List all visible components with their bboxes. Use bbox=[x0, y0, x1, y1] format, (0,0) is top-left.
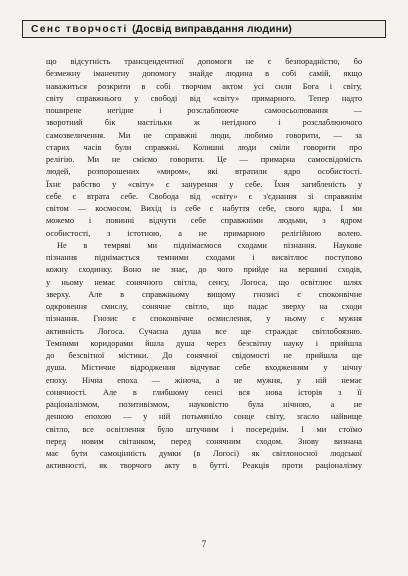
text-line: себе є втрата себе. Свобода від «світу» є з'єднання зі справжнім bbox=[46, 191, 362, 201]
text-line: кожну сходинку. Воно не знає, до чого прийде на вершині сходів, bbox=[46, 265, 362, 275]
text-line: раціоналізмом, позитивізмом, науковістю була нічною, а не bbox=[46, 400, 362, 409]
page-body bbox=[46, 56, 362, 473]
text-line: у ньому немає сонячного світла, сенсу, Логоса, що освітлює шлях bbox=[46, 277, 362, 287]
text-line: пізнання. Гнозис є споконвічне осмислення, у ньому є мужня bbox=[46, 314, 362, 324]
text-line: наважиться розкрити в собі творчим актом усі сили Бога і світу, bbox=[46, 81, 362, 91]
text-line: має бути самоцінність думки (в Логосі) як світлоносної людської bbox=[46, 449, 362, 458]
text-line: перед новим світанком, перед сонячним сходом. Знову визнана bbox=[46, 436, 362, 446]
text-line: самозвеличення. Ми не справжні люди, любимо говорити, — за bbox=[46, 130, 362, 140]
text-line: епоху. Нічна епоха — жіноча, а не мужня, у ній немає bbox=[46, 375, 362, 385]
text-line: сонячності. Але в глибшому сенсі вся нова історія з її bbox=[46, 387, 362, 397]
text-line: людей, розпорошених «миром», які втратили ядро особистості. bbox=[46, 167, 362, 177]
text-line: зворотний бік настільки ж негідного і розслаблюючого bbox=[46, 118, 362, 128]
running-header bbox=[22, 20, 386, 38]
text-line: поширене негідне і розслаблююче самоосьолювання — bbox=[46, 106, 362, 115]
text-line: Не в темряві ми піднімаємося сходами пізнання. Наукове bbox=[57, 240, 362, 250]
text-line: безмежну іманентну допомогу знайде людина в собі самій, якщо bbox=[46, 69, 362, 79]
text-line: душа. Містичне відродження відчуває себе входженням у нічну bbox=[46, 363, 362, 373]
text-line: Темними коридорами йшла душа через безсвітну науку і прийшла bbox=[46, 338, 362, 348]
book-title: Сенс творчості bbox=[31, 23, 128, 35]
text-line: особистості, з істотною, а не примарною релігійною волею. bbox=[46, 228, 362, 238]
text-line: пізнання піднімається темними сходами і висвітлює поступово bbox=[46, 253, 362, 262]
text-line: активності, як творчого акту в бутті. Реакція проти раціоналізму bbox=[46, 461, 362, 471]
text-line: світом — космосом. Вихід із себе є набуття себе, свого ядра. І ми bbox=[46, 204, 362, 213]
text-line: активність Логоса. Сучасна душа все ще страждає світлобоязню. bbox=[46, 326, 362, 336]
text-line: релігію. Ми не сміємо говорити. Це — примарна самосвідомість bbox=[46, 155, 362, 164]
book-subtitle: (Досвід виправдання людини) bbox=[132, 23, 293, 35]
text-line: зверху. Але в справжньому вищому гнозисі є споконвічне bbox=[46, 289, 362, 299]
text-line: старих часів були справжні. Колишні люди сміли говорити про bbox=[46, 142, 362, 152]
text-line: що відсутність трансцендентної допомоги не є безпорадністю, бо bbox=[46, 57, 362, 66]
text-line: можемо і повинні відчути себе справжніми людьми, з ядром bbox=[46, 216, 362, 226]
text-line: світло, все освітлення було штучним і посереднім. І ми стоїмо bbox=[46, 424, 362, 434]
text-line: до безсвітної містики. До сонячної свідомості не прийшла ще bbox=[46, 351, 362, 360]
text-line: Їхнє рабство у «світу» є занурення у себе. Їхня загибленість у bbox=[46, 179, 362, 189]
text-line: денною епохою — у ній потьмяніло сонце світу, згасло найвище bbox=[46, 412, 362, 422]
text-line: світу справжнього у свободі від «світу» примарного. Тепер надто bbox=[46, 93, 362, 103]
page-number: 7 bbox=[201, 539, 207, 549]
text-line: одкровення смислу, сонячне світло, що падає зверху на сходи bbox=[46, 302, 362, 311]
